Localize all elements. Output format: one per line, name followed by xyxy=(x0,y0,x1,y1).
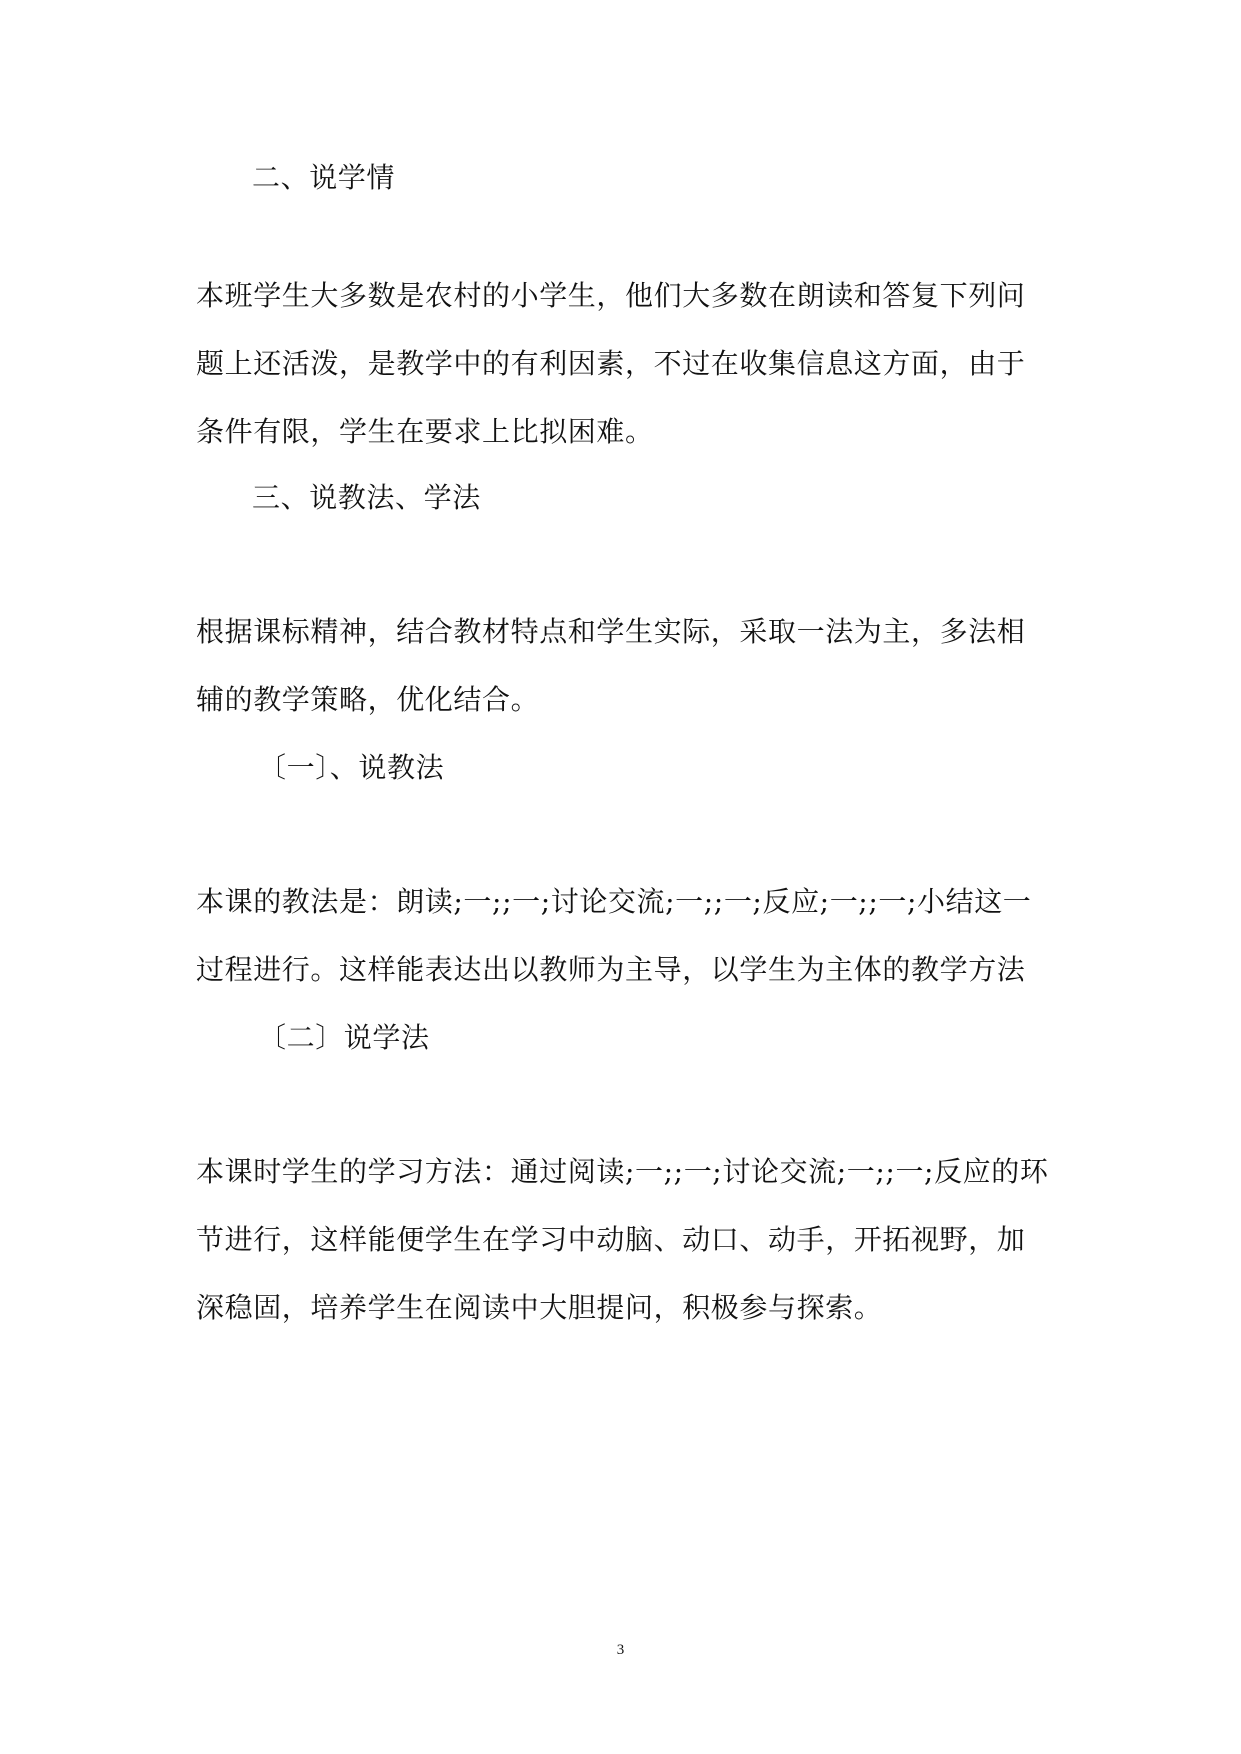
subsection-heading-teaching-method: 〔一〕、说教法 xyxy=(258,751,445,784)
section-heading-methods: 三、说教法、学法 xyxy=(252,481,481,514)
paragraph-line: 本课时学生的学习方法：通过阅读;一;;一;讨论交流;一;;一;反应的环 xyxy=(196,1155,1049,1188)
paragraph-line: 节进行，这样能便学生在学习中动脑、动口、动手，开拓视野，加 xyxy=(196,1223,1026,1256)
paragraph-line: 深稳固，培养学生在阅读中大胆提问，积极参与探索。 xyxy=(196,1291,883,1324)
paragraph-line: 根据课标精神，结合教材特点和学生实际，采取一法为主，多法相 xyxy=(196,615,1026,648)
subsection-heading-learning-method: 〔二〕说学法 xyxy=(258,1021,430,1054)
paragraph-line: 条件有限，学生在要求上比拟困难。 xyxy=(196,415,654,448)
paragraph-line: 本课的教法是：朗读;一;;一;讨论交流;一;;一;反应;一;;一;小结这一 xyxy=(196,885,1032,918)
paragraph-line: 题上还活泼，是教学中的有利因素，不过在收集信息这方面，由于 xyxy=(196,347,1026,380)
paragraph-line: 本班学生大多数是农村的小学生，他们大多数在朗读和答复下列问 xyxy=(196,279,1026,312)
paragraph-line: 辅的教学策略，优化结合。 xyxy=(196,683,540,716)
section-heading-student-situation: 二、说学情 xyxy=(252,161,396,194)
paragraph-line: 过程进行。这样能表达出以教师为主导，以学生为主体的教学方法 xyxy=(196,953,1026,986)
page-number: 3 xyxy=(616,1642,625,1658)
